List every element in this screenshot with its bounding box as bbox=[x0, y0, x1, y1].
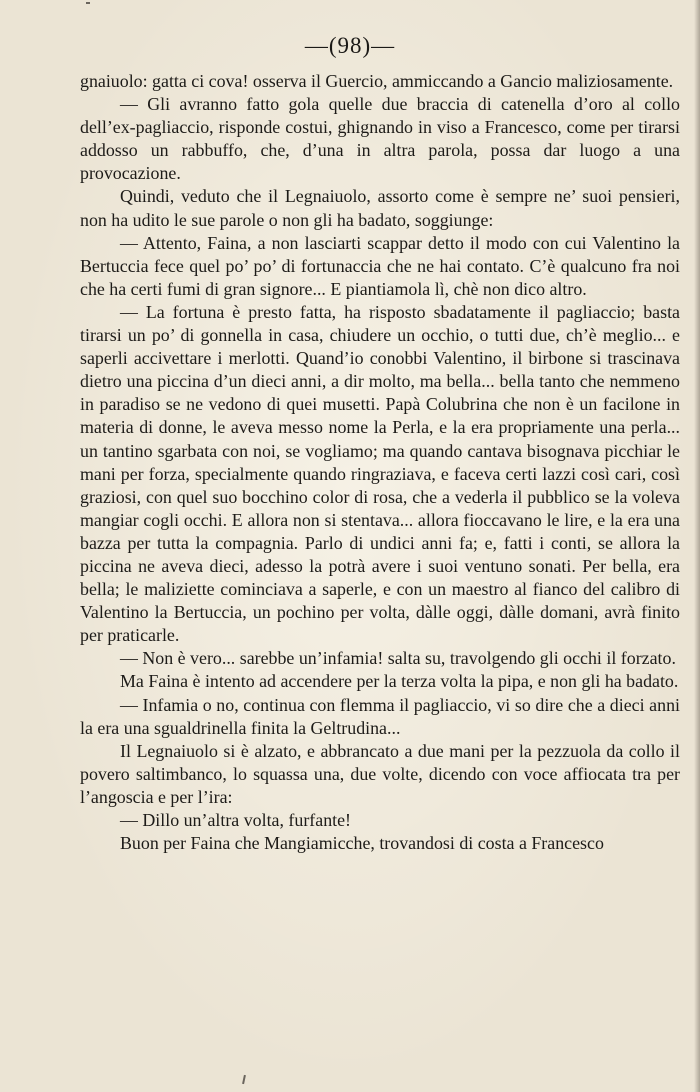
paragraph-2: — Gli avranno fatto gola quelle due braccia di catenella d’oro al collo dell’ex-pagliaccio, risponde costui, ghignando in viso a Francesco, come per tirarsi addosso un rabbuffo, che, d’una in altra parola, possa dar luogo a una provocazione. bbox=[80, 94, 680, 184]
paragraph-4: — Attento, Faina, a non lasciarti scappar detto il modo con cui Valentino la Bertuccia fece quel po’ po’ di fortunaccia che ne hai contato. C’è qualcuno fra noi che ha certi fumi di gran signore... E piantiamola lì, chè non dico altro. bbox=[80, 232, 680, 299]
ink-speck bbox=[242, 1075, 246, 1084]
page-edge-shadow bbox=[694, 0, 700, 1092]
paragraph-6: — Non è vero... sarebbe un’infamia! salta su, travolgendo gli occhi il forzato. bbox=[120, 648, 676, 669]
paragraph-8: — Infamia o no, continua con flemma il pagliaccio, vi so dire che a dieci anni la era una sgualdrinella finita la Geltrudina... bbox=[80, 694, 680, 738]
paragraph-9: Il Legnaiuolo si è alzato, e abbrancato a due mani per la pezzuola da collo il povero saltimbanco, lo squassa una, due volte, dicendo con voce affiocata tra per l’angoscia e per l’ira: bbox=[80, 740, 680, 807]
body-text bbox=[80, 70, 680, 855]
paragraph-1: gnaiuolo: gatta ci cova! osserva il Guercio, ammiccando a Gancio maliziosamente. bbox=[80, 71, 674, 91]
paragraph-3: Quindi, veduto che il Legnaiuolo, assorto come è sempre ne’ suoi pensieri, non ha udito le sue parole o non gli ha badato, soggiunge: bbox=[80, 186, 680, 230]
page-number: —(98)— bbox=[304, 33, 396, 58]
paragraph-10: — Dillo un’altra volta, furfante! bbox=[120, 810, 352, 830]
paragraph-7: Ma Faina è intento ad accendere per la terza volta la pipa, e non gli ha badato. bbox=[120, 671, 679, 692]
paragraph-5: — La fortuna è presto fatta, ha risposto sbadatamente il pagliaccio; basta tirarsi un po’ di gonnella in casa, chiudere un occhio, o tutti due, ch’è meglio... e saperli accivettare i merlotti. Quand’io conobbi Valentino, il birbone si trascinava dietro una piccina d’un dieci anni, a dir molto, ma bella... bella tanto che nemmeno in paradiso se ne vedono di quei musetti. Papà Colubrina che non è un facilone in materia di donne, le aveva messo nome la Perla, e la era propriamente una perla... un tantino sgarbata con noi, se vogliamo; ma quando cantava bisognava picchiar le mani per forza, specialmente quando ringraziava, e faceva certi lazzi così cari, così graziosi, con quel suo bocchino color di rosa, che a vederla il pubblico se la voleva mangiar cogli occhi. E allora non si stentava... allora fioccavano le lire, e la era una bazza per tutta la compagnia. Parlo di undici anni fa; e, fatti i conti, se allora la piccina ne aveva dieci, adesso la potrà avere i suoi ventuno sonati. Per bella, era bella; le maliziette cominciava a saperle, e con un maestro al fianco del calibro di Valentino la Bertuccia, un pochino per volta, dàlle oggi, dàlle domani, avrà finito per praticarle. bbox=[80, 301, 680, 646]
paragraph-11: Buon per Faina che Mangiamicche, trovandosi di costa a Francesco bbox=[120, 833, 604, 854]
ink-speck bbox=[86, 2, 90, 4]
